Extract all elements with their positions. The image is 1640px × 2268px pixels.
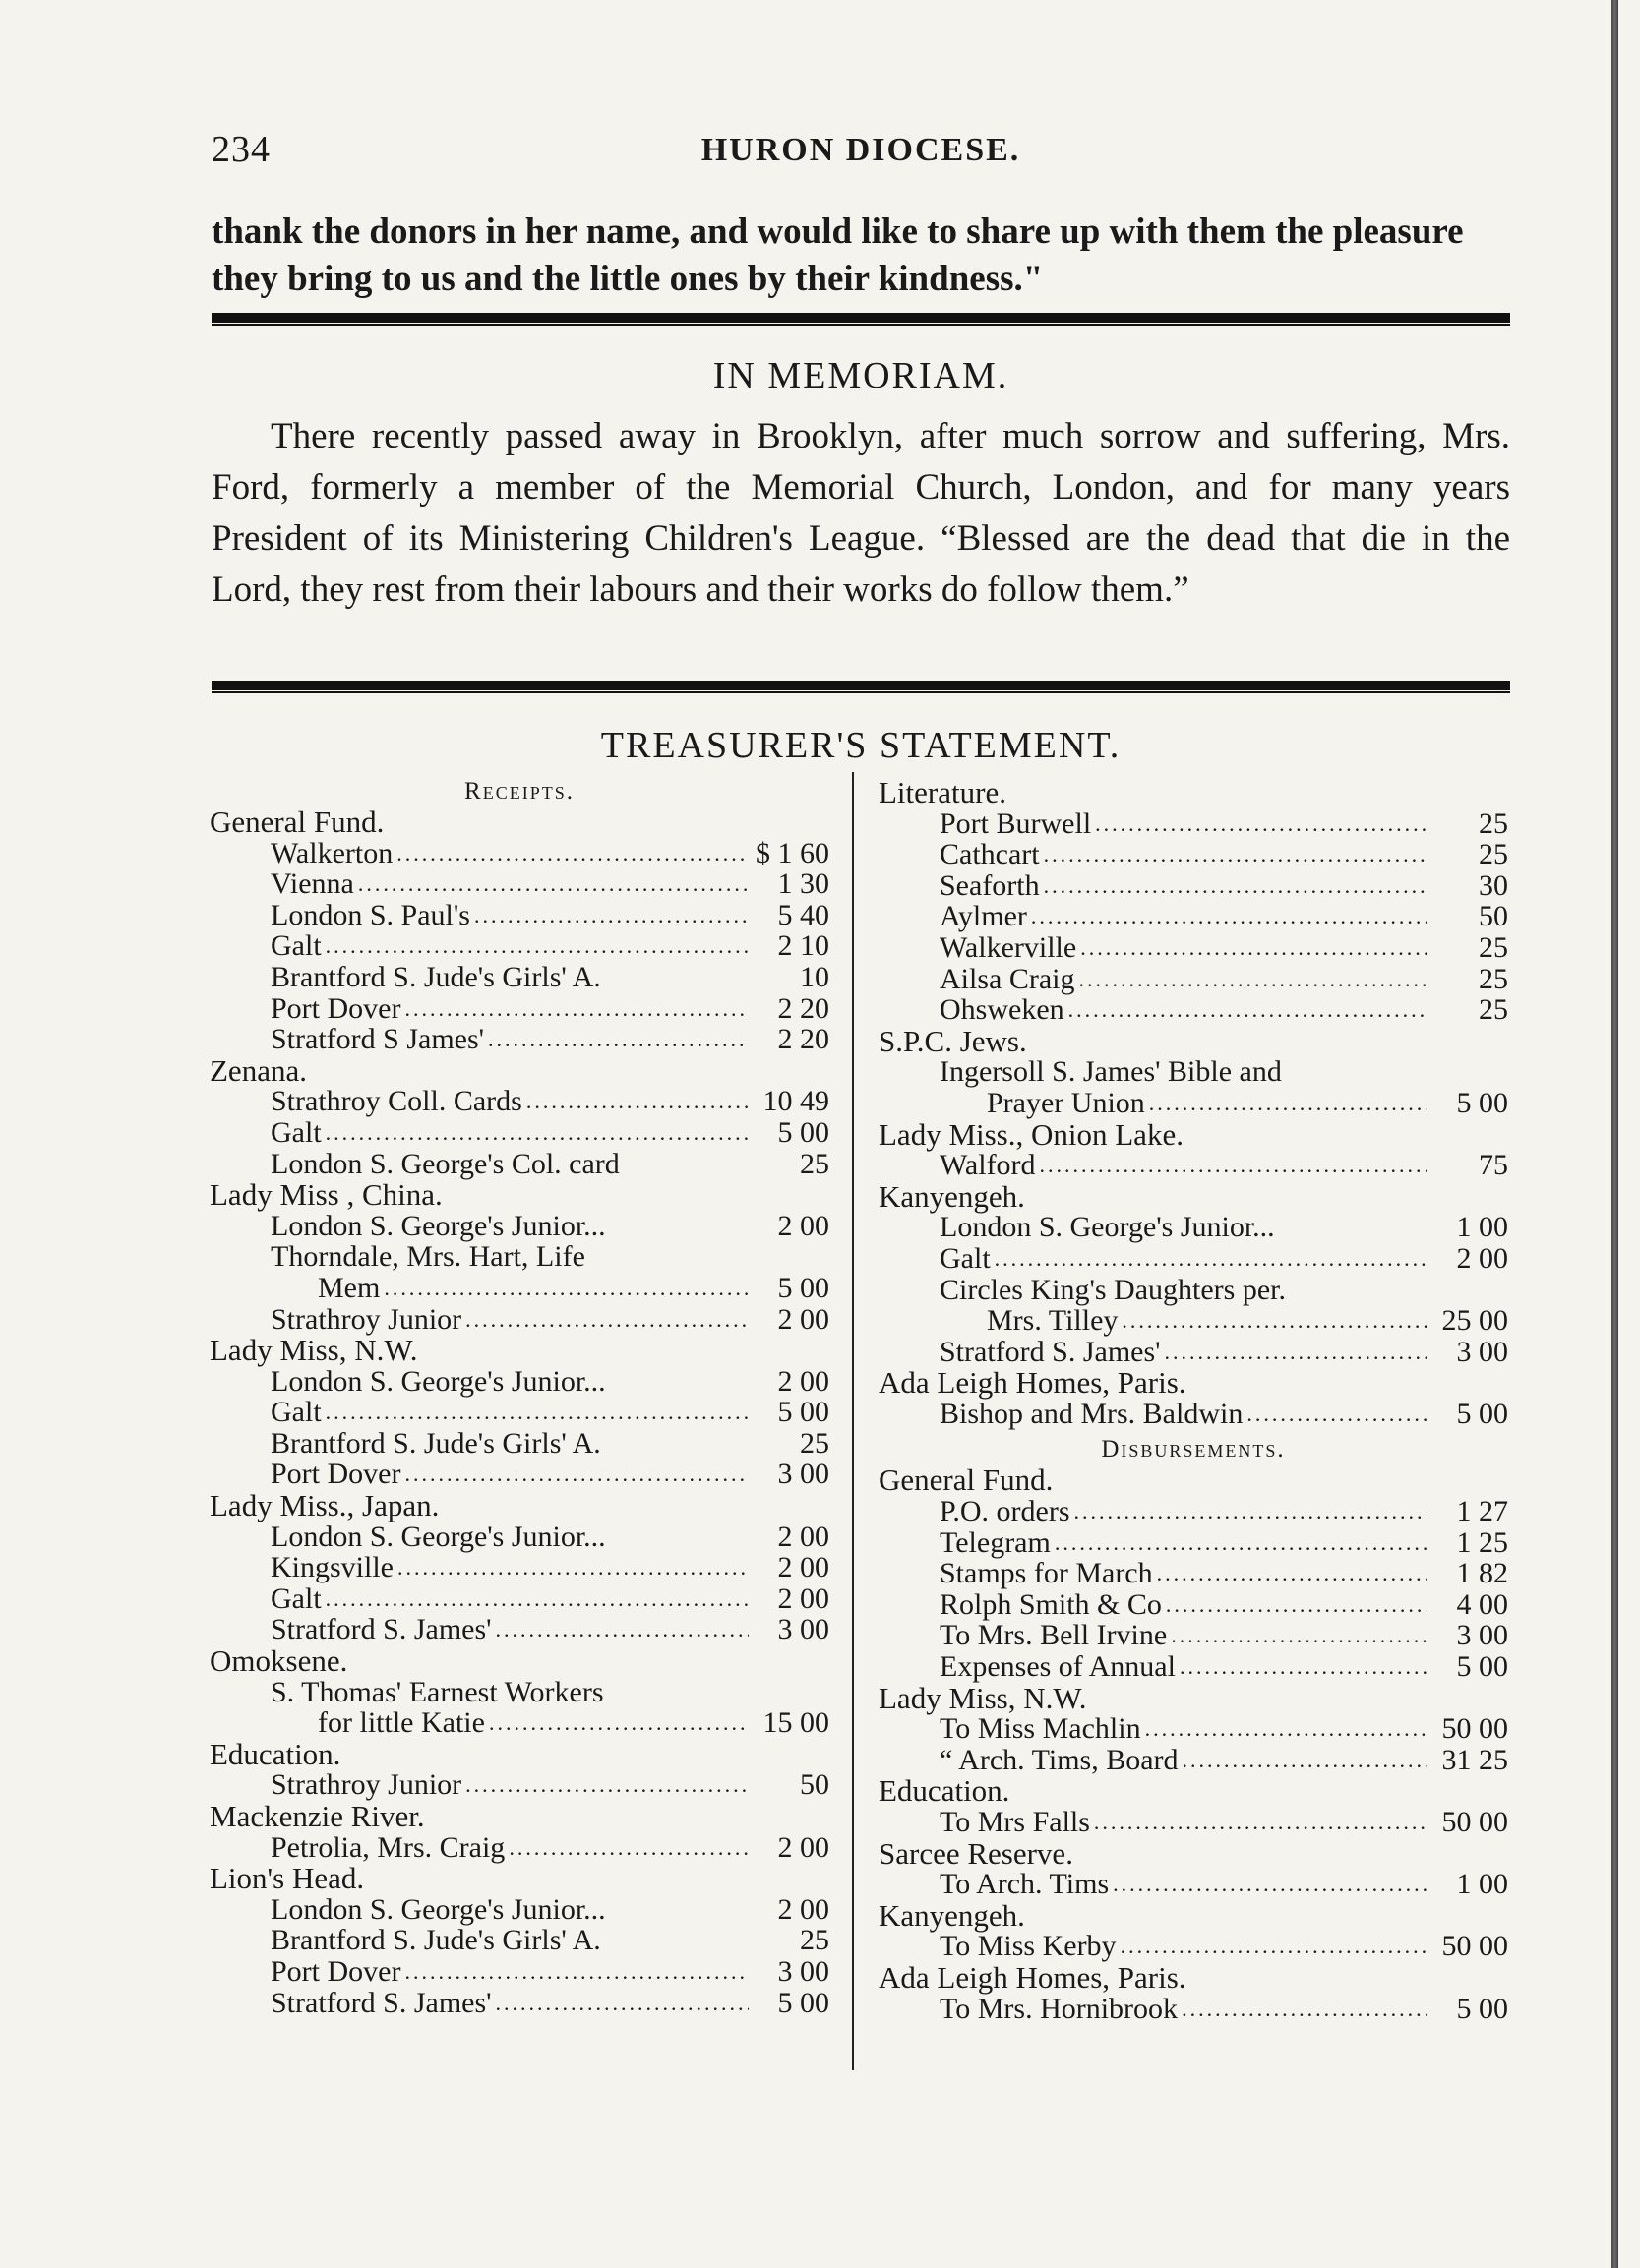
ledger-heading <box>210 1801 829 1832</box>
ledger-entry <box>210 1086 829 1117</box>
leader-dots <box>397 1552 749 1583</box>
ledger-entry <box>879 870 1508 902</box>
entry-label: Stratford S. James' <box>271 1613 492 1646</box>
entry-label: Walford <box>940 1149 1036 1182</box>
ledger-heading <box>210 1645 829 1677</box>
ledger-entry <box>879 1150 1508 1181</box>
ledger-entry <box>210 1832 829 1864</box>
entry-amount: 50 00 <box>1441 1712 1508 1746</box>
leader-dots <box>474 900 749 931</box>
entry-amount: 2 10 <box>777 929 829 963</box>
ledger-entry <box>879 1589 1508 1621</box>
ledger-heading <box>879 1464 1508 1496</box>
leader-dots <box>326 1397 749 1428</box>
ledger-entry <box>210 1769 829 1801</box>
entry-label: To Mrs Falls <box>940 1806 1090 1838</box>
entry-label: London S. George's Junior... <box>271 1520 606 1553</box>
ledger-heading <box>210 1736 829 1771</box>
receipts-list-left <box>210 806 829 2018</box>
receipts-heading: Receipts. <box>464 778 575 805</box>
entry-label: Sarcee Reserve. <box>879 1835 1073 1871</box>
entry-label: Mem <box>318 1271 381 1304</box>
entry-label: Kingsville <box>271 1551 394 1584</box>
entry-label: Galt <box>271 1396 322 1429</box>
entry-label: Education. <box>879 1773 1010 1809</box>
entry-amount: 1 82 <box>1456 1557 1508 1590</box>
ledger-heading <box>879 1959 1508 1995</box>
entry-label: Thorndale, Mrs. Hart, Life <box>271 1240 585 1274</box>
entry-label: Port Burwell <box>940 806 1092 840</box>
leader-dots <box>1055 1527 1427 1559</box>
ledger-entry <box>879 932 1508 964</box>
entry-label: To Arch. Tims <box>940 1868 1110 1901</box>
leader-dots <box>326 1117 749 1149</box>
entry-label: Lady Miss., Onion Lake. <box>879 1116 1184 1152</box>
leader-dots <box>1183 1745 1427 1776</box>
entry-label: Brantford S. Jude's Girls' A. <box>271 960 601 993</box>
receipts-column-left <box>210 777 829 2018</box>
ledger-entry <box>210 1149 829 1180</box>
entry-label: Ada Leigh Homes, Paris. <box>879 1959 1186 1995</box>
ledger-entry <box>210 1677 829 1708</box>
entry-amount: 10 <box>800 960 829 993</box>
ledger-heading <box>210 806 829 838</box>
entry-label: To Miss Kerby <box>940 1930 1117 1963</box>
ledger-entry <box>879 1745 1508 1776</box>
ledger-entry <box>879 1869 1508 1900</box>
ledger-entry <box>210 1024 829 1055</box>
statement-title: TREASURER'S STATEMENT. <box>600 725 1122 766</box>
page-edge-shadow <box>1611 0 1618 2268</box>
statement-column-right <box>879 777 1508 2024</box>
entry-label: Cathcart <box>940 838 1040 871</box>
leader-dots <box>496 1988 749 2019</box>
leader-dots <box>1078 964 1427 995</box>
ledger-entry <box>879 1620 1508 1651</box>
ledger-entry <box>210 868 829 900</box>
entry-label: Strathroy Coll. Cards <box>271 1085 522 1118</box>
column-divider <box>852 772 854 2070</box>
ledger-entry <box>210 1925 829 1956</box>
entry-amount: 5 00 <box>777 1115 829 1149</box>
disbursements-heading: Disbursements. <box>1101 1436 1286 1463</box>
leader-dots <box>496 1614 749 1645</box>
leader-dots <box>1121 1931 1427 1962</box>
ledger-entry <box>210 930 829 962</box>
entry-amount: 5 40 <box>777 898 829 931</box>
entry-amount: 25 <box>1479 962 1508 995</box>
ledger-heading <box>210 1335 829 1366</box>
leader-dots <box>465 1304 749 1336</box>
ledger-heading <box>210 1179 829 1211</box>
entry-amount: 10 49 <box>762 1085 829 1118</box>
entry-amount: 1 30 <box>777 867 829 901</box>
ledger-entry <box>210 1988 829 2019</box>
ledger-entry <box>210 1614 829 1645</box>
entry-label: London S. George's Junior... <box>271 1892 606 1926</box>
leader-dots <box>358 868 749 900</box>
entry-amount: 15 00 <box>762 1706 829 1740</box>
ledger-entry <box>210 1583 829 1615</box>
ledger-entry <box>210 1428 829 1460</box>
ledger-entry <box>210 1117 829 1149</box>
ledger-entry <box>879 1399 1508 1430</box>
entry-label: Brantford S. Jude's Girls' A. <box>271 1924 601 1957</box>
entry-amount: 1 00 <box>1456 1868 1508 1901</box>
entry-label: Mackenzie River. <box>210 1799 425 1833</box>
ledger-heading <box>879 1897 1508 1933</box>
entry-amount: 25 <box>800 1426 829 1460</box>
leader-dots <box>488 1024 749 1055</box>
leader-dots <box>1246 1399 1427 1430</box>
entry-label: S. Thomas' Earnest Workers <box>271 1675 604 1708</box>
entry-amount: 2 20 <box>777 1023 829 1056</box>
ledger-heading <box>210 1490 829 1522</box>
entry-label: Galt <box>271 1582 322 1615</box>
entry-amount: 5 00 <box>1456 1992 1508 2025</box>
ledger-heading <box>879 1775 1508 1807</box>
ledger-entry <box>879 1243 1508 1275</box>
entry-label: London S. George's Junior... <box>271 1364 606 1398</box>
leader-dots <box>1122 1305 1427 1337</box>
ledger-entry <box>879 1212 1508 1243</box>
entry-label: To Miss Machlin <box>940 1712 1141 1746</box>
leader-dots <box>1044 870 1427 902</box>
entry-label: General Fund. <box>210 805 385 839</box>
page-number: 234 <box>212 129 271 170</box>
ledger-heading <box>879 1178 1508 1214</box>
leader-dots <box>1113 1869 1427 1900</box>
entry-label: Galt <box>271 1115 322 1149</box>
section-rule-2 <box>212 681 1510 690</box>
leader-dots <box>1044 839 1427 870</box>
ledger-entry <box>879 1807 1508 1838</box>
entry-amount: 5 00 <box>777 1396 829 1429</box>
entry-amount: 2 00 <box>777 1551 829 1584</box>
entry-amount: 2 00 <box>777 1520 829 1553</box>
entry-label: To Mrs. Hornibrook <box>940 1992 1179 2025</box>
ledger-entry <box>879 1527 1508 1559</box>
ledger-entry <box>210 1211 829 1242</box>
leader-dots <box>326 1583 749 1615</box>
entry-amount: 30 <box>1479 868 1508 902</box>
entry-label: London S. George's Junior... <box>940 1211 1275 1244</box>
ledger-heading <box>210 1863 829 1894</box>
ledger-entry <box>210 1552 829 1583</box>
entry-label: Port Dover <box>271 1458 401 1491</box>
disbursements-list <box>879 1464 1508 2024</box>
ledger-entry <box>210 993 829 1025</box>
entry-amount: 1 00 <box>1456 1211 1508 1244</box>
entry-label: Galt <box>271 929 322 963</box>
entry-amount: 5 00 <box>777 1271 829 1304</box>
ledger-entry <box>210 1366 829 1398</box>
entry-label: Lady Miss, N.W. <box>879 1680 1087 1715</box>
entry-label: Strathroy Junior <box>271 1768 462 1802</box>
ledger-entry <box>210 838 829 869</box>
page-header <box>212 128 1510 177</box>
leader-dots <box>1182 1994 1427 2025</box>
leader-dots <box>1166 1589 1427 1621</box>
entry-amount: 2 00 <box>1456 1241 1508 1275</box>
ledger-entry <box>879 1496 1508 1527</box>
leader-dots <box>404 1956 749 1988</box>
leader-dots <box>1095 808 1427 840</box>
entry-amount: 50 <box>800 1768 829 1802</box>
entry-label: Circles King's Daughters per. <box>940 1273 1287 1306</box>
ledger-entry <box>879 964 1508 995</box>
leader-dots <box>396 838 749 869</box>
ledger-entry <box>210 1707 829 1739</box>
entry-amount: 31 25 <box>1441 1743 1508 1776</box>
entry-amount: 5 00 <box>1456 1086 1508 1119</box>
ledger-entry <box>210 1304 829 1336</box>
ledger-entry <box>879 1713 1508 1745</box>
ledger-heading <box>210 1052 829 1088</box>
entry-amount: 75 <box>1479 1149 1508 1182</box>
entry-label: Omoksene. <box>210 1643 348 1679</box>
ledger-entry <box>879 1088 1508 1119</box>
ledger-entry <box>210 1397 829 1428</box>
ledger-entry <box>879 1931 1508 1962</box>
entry-label: Ohsweken <box>940 993 1064 1027</box>
leader-dots <box>404 1459 749 1490</box>
leader-dots <box>1031 901 1427 932</box>
entry-amount: 50 <box>1479 900 1508 933</box>
leader-dots <box>509 1832 749 1864</box>
entry-label: Bishop and Mrs. Baldwin <box>940 1397 1244 1430</box>
entry-label: Literature. <box>879 775 1006 809</box>
entry-amount: 3 00 <box>777 1954 829 1988</box>
receipts-list-right <box>879 777 1508 1429</box>
leader-dots <box>1040 1150 1427 1181</box>
leader-dots <box>489 1707 749 1739</box>
entry-amount: 3 00 <box>777 1613 829 1646</box>
entry-amount: 2 00 <box>777 1830 829 1864</box>
entry-label: Lady Miss , China. <box>210 1177 443 1213</box>
entry-amount: 5 00 <box>1456 1650 1508 1684</box>
entry-amount: 25 <box>1479 930 1508 964</box>
ledger-heading <box>879 1116 1508 1152</box>
leader-dots <box>1149 1088 1427 1119</box>
entry-label: Vienna <box>271 867 354 901</box>
entry-label: London S. George's Junior... <box>271 1209 606 1242</box>
entry-label: Rolph Smith & Co <box>940 1587 1162 1621</box>
entry-label: for little Katie <box>318 1706 485 1740</box>
entry-label: Telegram <box>940 1525 1051 1559</box>
entry-amount: 25 <box>800 1924 829 1957</box>
entry-amount: 25 <box>1479 806 1508 840</box>
entry-amount: 2 00 <box>777 1364 829 1398</box>
entry-amount: 5 00 <box>1456 1397 1508 1430</box>
ledger-entry <box>210 1894 829 1926</box>
entry-label: Walkerville <box>940 930 1077 964</box>
ledger-heading <box>879 777 1508 808</box>
memoriam-paragraph: There recently passed away in Brooklyn, after much sorrow and suffering, Mrs. Ford, formerly a member of the Memorial Church, London, and for many years President of its Ministering Children's League. “Blessed are the dead that die in the Lord, they rest from their labours and their works do follow them.” <box>212 416 1510 610</box>
entry-label: “ Arch. Tims, Board <box>940 1743 1179 1776</box>
entry-label: Prayer Union <box>987 1086 1145 1119</box>
entry-label: Ailsa Craig <box>940 962 1075 995</box>
entry-label: Stratford S. James' <box>271 1986 492 2019</box>
intro-paragraph: thank the donors in her name, and would like to share up with them the pleasure they bring to us and the little ones by their kindness." <box>212 211 1464 299</box>
ledger-entry <box>879 1651 1508 1683</box>
leader-dots <box>1094 1807 1427 1838</box>
entry-amount: 2 00 <box>777 1582 829 1615</box>
entry-amount: 50 00 <box>1441 1806 1508 1838</box>
entry-label: Zenana. <box>210 1052 307 1088</box>
running-head: HURON DIOCESE. <box>700 132 1021 168</box>
entry-amount: 2 00 <box>777 1892 829 1926</box>
ledger-entry <box>210 900 829 931</box>
entry-amount: 25 <box>1479 838 1508 871</box>
ledger-entry <box>879 1056 1508 1088</box>
ledger-entry <box>879 1994 1508 2025</box>
leader-dots <box>526 1086 749 1117</box>
ledger-entry <box>879 1275 1508 1306</box>
entry-amount: 25 <box>800 1147 829 1180</box>
ledger-entry <box>879 1558 1508 1589</box>
ledger-entry <box>879 994 1508 1026</box>
entry-amount: 1 27 <box>1456 1495 1508 1528</box>
leader-dots <box>1165 1337 1427 1368</box>
entry-label: Mrs. Tilley <box>987 1304 1119 1338</box>
entry-label: Lion's Head. <box>210 1861 365 1896</box>
entry-label: Walkerton <box>271 836 394 869</box>
entry-label: Expenses of Annual <box>940 1650 1176 1684</box>
entry-amount: 4 00 <box>1456 1587 1508 1621</box>
memoriam-title: IN MEMORIAM. <box>712 355 1009 396</box>
entry-label: Stratford S James' <box>271 1023 485 1056</box>
entry-label: Stamps for March <box>940 1557 1153 1590</box>
leader-dots <box>1074 1496 1428 1527</box>
entry-amount: 25 00 <box>1441 1304 1508 1338</box>
entry-label: Kanyengeh. <box>879 1178 1025 1214</box>
entry-amount: 2 20 <box>777 991 829 1025</box>
entry-label: To Mrs. Bell Irvine <box>940 1619 1168 1652</box>
ledger-heading <box>879 1680 1508 1715</box>
ledger-entry <box>879 1305 1508 1337</box>
ledger-entry <box>210 1241 829 1273</box>
entry-label: Ada Leigh Homes, Paris. <box>879 1365 1186 1401</box>
ledger-entry <box>210 1522 829 1553</box>
entry-label: Port Dover <box>271 1954 401 1988</box>
leader-dots <box>384 1273 749 1304</box>
leader-dots <box>1157 1558 1427 1589</box>
leader-dots <box>1180 1651 1427 1683</box>
entry-label: General Fund. <box>879 1462 1054 1498</box>
entry-label: Lady Miss, N.W. <box>210 1333 418 1368</box>
leader-dots <box>404 993 749 1025</box>
leader-dots <box>1080 932 1427 964</box>
entry-label: London S. Paul's <box>271 898 470 931</box>
entry-amount: 2 00 <box>777 1302 829 1336</box>
entry-label: S.P.C. Jews. <box>879 1023 1027 1058</box>
entry-label: Strathroy Junior <box>271 1302 462 1336</box>
entry-label: Aylmer <box>940 900 1027 933</box>
leader-dots <box>1068 994 1427 1026</box>
entry-label: London S. George's Col. card <box>271 1147 620 1180</box>
entry-amount: 50 00 <box>1441 1930 1508 1963</box>
entry-label: Port Dover <box>271 991 401 1025</box>
ledger-entry <box>210 1956 829 1988</box>
entry-amount: 3 00 <box>1456 1335 1508 1368</box>
entry-label: Ingersoll S. James' Bible and <box>940 1055 1282 1089</box>
leader-dots <box>326 930 749 962</box>
leader-dots <box>1171 1620 1427 1651</box>
entry-label: Kanyengeh. <box>879 1897 1025 1933</box>
entry-label: Galt <box>940 1241 991 1275</box>
entry-amount: 2 00 <box>777 1209 829 1242</box>
ledger-heading <box>879 1367 1508 1399</box>
entry-label: Education. <box>210 1736 341 1771</box>
ledger-entry <box>210 1459 829 1490</box>
leader-dots <box>995 1243 1427 1275</box>
leader-dots <box>1145 1713 1427 1745</box>
ledger-heading <box>879 1835 1508 1871</box>
section-rule-1 <box>212 313 1510 323</box>
entry-amount: 25 <box>1479 993 1508 1027</box>
ledger-heading <box>879 1023 1508 1058</box>
ledger-entry <box>879 839 1508 870</box>
entry-amount: 3 00 <box>777 1458 829 1491</box>
entry-amount: $ 1 60 <box>756 836 829 869</box>
entry-label: P.O. orders <box>940 1495 1070 1528</box>
entry-label: Brantford S. Jude's Girls' A. <box>271 1426 601 1460</box>
entry-label: Lady Miss., Japan. <box>210 1488 440 1523</box>
entry-label: Seaforth <box>940 868 1040 902</box>
ledger-entry <box>210 962 829 993</box>
ledger-entry <box>879 1337 1508 1368</box>
ledger-entry <box>210 1273 829 1304</box>
entry-label: Stratford S. James' <box>940 1335 1161 1368</box>
entry-label: Petrolia, Mrs. Craig <box>271 1830 506 1864</box>
ledger-entry <box>879 808 1508 840</box>
leader-dots <box>465 1769 749 1801</box>
ledger-entry <box>879 901 1508 932</box>
entry-amount: 1 25 <box>1456 1525 1508 1559</box>
entry-amount: 5 00 <box>777 1986 829 2019</box>
entry-amount: 3 00 <box>1456 1619 1508 1652</box>
